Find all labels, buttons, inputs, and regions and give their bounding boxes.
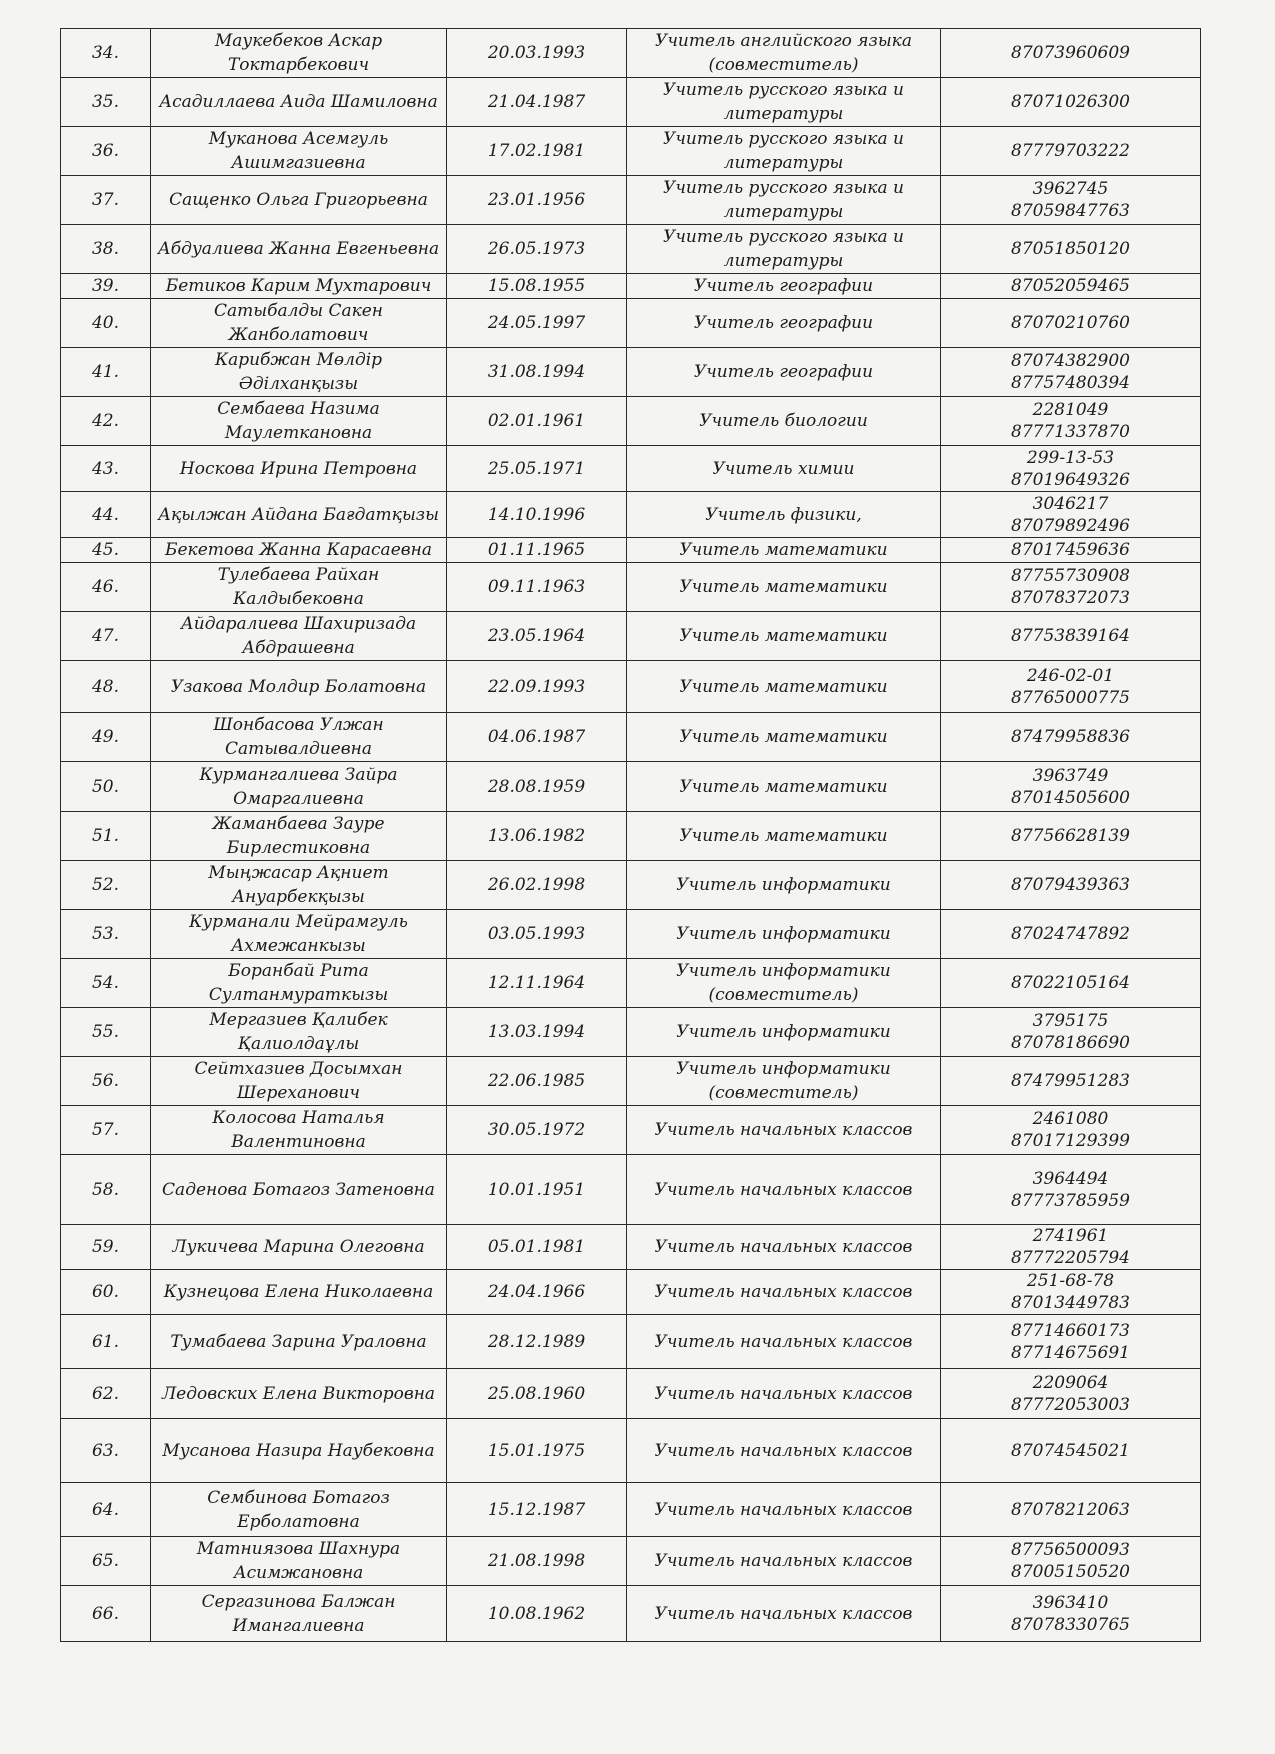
- table-row: [61, 1419, 1201, 1483]
- phone-number: 87078330765: [1011, 1614, 1130, 1635]
- row-number: 61.: [61, 1315, 151, 1369]
- teacher-name: Ледовских Елена Викторовна: [151, 1369, 447, 1419]
- phone-number: 87078212063: [1011, 1499, 1130, 1520]
- table-row: [61, 127, 1201, 176]
- table-row: [61, 713, 1201, 762]
- teacher-name: Асадиллаева Аида Шамиловна: [151, 78, 447, 127]
- phone-cell: [941, 812, 1201, 861]
- row-number: 50.: [61, 762, 151, 812]
- phone-number: 87074545021: [1011, 1440, 1130, 1461]
- position: Учитель русского языка и литературы: [627, 225, 941, 274]
- table-row: [61, 1057, 1201, 1106]
- position: Учитель математики: [627, 538, 941, 563]
- phone-number: 87757480394: [1011, 373, 1130, 393]
- table-row: [61, 78, 1201, 127]
- row-number: 54.: [61, 959, 151, 1008]
- birth-date: 12.11.1964: [447, 959, 627, 1008]
- birth-date: 23.05.1964: [447, 612, 627, 661]
- phone-number: 87771337870: [1011, 422, 1130, 442]
- phone-number: 87756628139: [1011, 826, 1130, 846]
- phone-number: 87714660173: [1011, 1320, 1130, 1341]
- position: Учитель математики: [627, 563, 941, 612]
- birth-date: 09.11.1963: [447, 563, 627, 612]
- phone-cell: [941, 492, 1201, 538]
- position: Учитель математики: [627, 713, 941, 762]
- row-number: 47.: [61, 612, 151, 661]
- phone-number: 87014505600: [1011, 787, 1130, 808]
- table-row: [61, 538, 1201, 563]
- phone-number: 87078372073: [1011, 588, 1130, 608]
- table-row: [61, 225, 1201, 274]
- position: Учитель информатики: [627, 1008, 941, 1057]
- position: Учитель географии: [627, 299, 941, 348]
- position: Учитель русского языка и литературы: [627, 127, 941, 176]
- row-number: 58.: [61, 1155, 151, 1225]
- phone-number: 87078186690: [1011, 1033, 1130, 1053]
- phone-number: 2209064: [1032, 1372, 1109, 1393]
- teacher-name: Курманали Мейрамгуль Ахмежанкызы: [151, 910, 447, 959]
- birth-date: 28.12.1989: [447, 1315, 627, 1369]
- position: Учитель математики: [627, 812, 941, 861]
- phone-number: 87779703222: [1011, 141, 1130, 161]
- table-row: [61, 1483, 1201, 1537]
- phone-cell: [941, 78, 1201, 127]
- position: Учитель начальных классов: [627, 1155, 941, 1225]
- table-row: [61, 1315, 1201, 1369]
- table-row: [61, 1369, 1201, 1419]
- birth-date: 15.12.1987: [447, 1483, 627, 1537]
- row-number: 37.: [61, 176, 151, 225]
- birth-date: 13.06.1982: [447, 812, 627, 861]
- table-row: [61, 910, 1201, 959]
- phone-cell: [941, 1270, 1201, 1315]
- row-number: 44.: [61, 492, 151, 538]
- teacher-name: Узакова Молдир Болатовна: [151, 661, 447, 713]
- phone-number: 299-13-53: [1026, 447, 1115, 468]
- phone-cell: [941, 1106, 1201, 1155]
- phone-number: 87079892496: [1011, 515, 1130, 536]
- position: Учитель математики: [627, 612, 941, 661]
- position: Учитель химии: [627, 446, 941, 492]
- birth-date: 26.02.1998: [447, 861, 627, 910]
- phone-cell: [941, 29, 1201, 78]
- position: Учитель начальных классов: [627, 1483, 941, 1537]
- row-number: 34.: [61, 29, 151, 78]
- staff-table: [60, 28, 1201, 1642]
- phone-number: 87756500093: [1011, 1540, 1130, 1560]
- row-number: 49.: [61, 713, 151, 762]
- teacher-name: Саденова Ботагоз Затеновна: [151, 1155, 447, 1225]
- table-row: [61, 29, 1201, 78]
- table-row: [61, 299, 1201, 348]
- phone-number: 87022105164: [1011, 973, 1130, 993]
- row-number: 55.: [61, 1008, 151, 1057]
- row-number: 62.: [61, 1369, 151, 1419]
- phone-cell: [941, 1369, 1201, 1419]
- position: Учитель информатики (совместитель): [627, 1057, 941, 1106]
- birth-date: 30.05.1972: [447, 1106, 627, 1155]
- position: Учитель русского языка и литературы: [627, 176, 941, 225]
- birth-date: 24.05.1997: [447, 299, 627, 348]
- birth-date: 17.02.1981: [447, 127, 627, 176]
- position: Учитель географии: [627, 348, 941, 397]
- table-row: [61, 274, 1201, 299]
- position: Учитель начальных классов: [627, 1106, 941, 1155]
- phone-number: 87772205794: [1011, 1248, 1130, 1268]
- table-row: [61, 812, 1201, 861]
- table-row: [61, 762, 1201, 812]
- table-row: [61, 1225, 1201, 1270]
- phone-number: 87017459636: [1011, 540, 1130, 560]
- phone-number: 2461080: [1032, 1109, 1109, 1129]
- row-number: 56.: [61, 1057, 151, 1106]
- phone-cell: [941, 397, 1201, 446]
- position: Учитель начальных классов: [627, 1419, 941, 1483]
- table-row: [61, 397, 1201, 446]
- table-row: [61, 959, 1201, 1008]
- position: Учитель начальных классов: [627, 1369, 941, 1419]
- birth-date: 26.05.1973: [447, 225, 627, 274]
- row-number: 63.: [61, 1419, 151, 1483]
- position: Учитель английского языка (совместитель): [627, 29, 941, 78]
- phone-number: 2741961: [1032, 1226, 1109, 1246]
- row-number: 65.: [61, 1537, 151, 1586]
- teacher-name: Курмангалиева Зайра Омаргалиевна: [151, 762, 447, 812]
- table-row: [61, 861, 1201, 910]
- table-row: [61, 348, 1201, 397]
- table-row: [61, 1008, 1201, 1057]
- phone-number: 87017129399: [1011, 1131, 1130, 1151]
- phone-cell: [941, 959, 1201, 1008]
- birth-date: 21.04.1987: [447, 78, 627, 127]
- teacher-name: Сащенко Ольга Григорьевна: [151, 176, 447, 225]
- phone-cell: [941, 1155, 1201, 1225]
- birth-date: 22.09.1993: [447, 661, 627, 713]
- teacher-name: Мергазиев Қалибек Қалиолдаұлы: [151, 1008, 447, 1057]
- row-number: 45.: [61, 538, 151, 563]
- phone-cell: [941, 1225, 1201, 1270]
- phone-cell: [941, 299, 1201, 348]
- phone-number: 87765000775: [1011, 687, 1130, 708]
- row-number: 59.: [61, 1225, 151, 1270]
- birth-date: 14.10.1996: [447, 492, 627, 538]
- teacher-name: Сейтхазиев Досымхан Шереханович: [151, 1057, 447, 1106]
- table-row: [61, 446, 1201, 492]
- phone-cell: [941, 910, 1201, 959]
- row-number: 43.: [61, 446, 151, 492]
- teacher-name: Тулебаева Райхан Калдыбековна: [151, 563, 447, 612]
- teacher-name: Шонбасова Улжан Сатывалдиевна: [151, 713, 447, 762]
- table-row: [61, 1270, 1201, 1315]
- phone-number: 87013449783: [1011, 1293, 1130, 1313]
- table-row: [61, 1586, 1201, 1642]
- row-number: 53.: [61, 910, 151, 959]
- position: Учитель информатики: [627, 910, 941, 959]
- row-number: 52.: [61, 861, 151, 910]
- position: Учитель начальных классов: [627, 1537, 941, 1586]
- birth-date: 21.08.1998: [447, 1537, 627, 1586]
- birth-date: 25.08.1960: [447, 1369, 627, 1419]
- phone-number: 87051850120: [1011, 239, 1130, 259]
- phone-cell: [941, 274, 1201, 299]
- phone-cell: [941, 127, 1201, 176]
- row-number: 35.: [61, 78, 151, 127]
- table-row: [61, 612, 1201, 661]
- phone-number: 87070210760: [1011, 313, 1130, 333]
- position: Учитель физики,: [627, 492, 941, 538]
- teacher-name: Сергазинова Балжан Имангалиевна: [151, 1586, 447, 1642]
- phone-number: 87005150520: [1011, 1562, 1130, 1582]
- teacher-name: Боранбай Рита Султанмураткызы: [151, 959, 447, 1008]
- teacher-name: Муканова Асемгуль Ашимгазиевна: [151, 127, 447, 176]
- table-row: [61, 1537, 1201, 1586]
- phone-number: 87052059465: [1011, 276, 1130, 296]
- phone-cell: [941, 661, 1201, 713]
- birth-date: 20.03.1993: [447, 29, 627, 78]
- phone-number: 87772053003: [1011, 1394, 1130, 1415]
- teacher-name: Ақылжан Айдана Бағдатқызы: [151, 492, 447, 538]
- phone-number: 87074382900: [1011, 351, 1130, 371]
- row-number: 64.: [61, 1483, 151, 1537]
- teacher-name: Лукичева Марина Олеговна: [151, 1225, 447, 1270]
- birth-date: 02.01.1961: [447, 397, 627, 446]
- table-row: [61, 1155, 1201, 1225]
- phone-cell: [941, 1057, 1201, 1106]
- phone-cell: [941, 446, 1201, 492]
- phone-cell: [941, 612, 1201, 661]
- row-number: 46.: [61, 563, 151, 612]
- phone-cell: [941, 225, 1201, 274]
- phone-number: 87019649326: [1011, 469, 1130, 490]
- phone-number: 87024747892: [1011, 924, 1130, 944]
- phone-number: 3962745: [1032, 179, 1109, 199]
- phone-number: 87071026300: [1011, 92, 1130, 112]
- phone-number: 3963749: [1032, 765, 1109, 786]
- staff-table-body: [61, 29, 1201, 1642]
- row-number: 42.: [61, 397, 151, 446]
- phone-cell: [941, 176, 1201, 225]
- teacher-name: Абдуалиева Жанна Евгеньевна: [151, 225, 447, 274]
- teacher-name: Мыңжасар Ақниет Ануарбекқызы: [151, 861, 447, 910]
- phone-number: 87479958836: [1011, 727, 1130, 747]
- teacher-name: Сембинова Ботагоз Ерболатовна: [151, 1483, 447, 1537]
- phone-cell: [941, 1483, 1201, 1537]
- birth-date: 22.06.1985: [447, 1057, 627, 1106]
- phone-number: 2281049: [1032, 400, 1109, 420]
- phone-cell: [941, 538, 1201, 563]
- row-number: 51.: [61, 812, 151, 861]
- position: Учитель начальных классов: [627, 1270, 941, 1315]
- phone-cell: [941, 563, 1201, 612]
- teacher-name: Кузнецова Елена Николаевна: [151, 1270, 447, 1315]
- birth-date: 28.08.1959: [447, 762, 627, 812]
- row-number: 57.: [61, 1106, 151, 1155]
- phone-number: 3046217: [1032, 493, 1109, 514]
- phone-number: 87059847763: [1011, 201, 1130, 221]
- table-row: [61, 563, 1201, 612]
- birth-date: 03.05.1993: [447, 910, 627, 959]
- row-number: 41.: [61, 348, 151, 397]
- row-number: 36.: [61, 127, 151, 176]
- phone-cell: [941, 1537, 1201, 1586]
- row-number: 66.: [61, 1586, 151, 1642]
- row-number: 60.: [61, 1270, 151, 1315]
- position: Учитель информатики: [627, 861, 941, 910]
- phone-number: 251-68-78: [1026, 1271, 1115, 1291]
- phone-number: 3795175: [1032, 1011, 1109, 1031]
- phone-cell: [941, 762, 1201, 812]
- teacher-name: Бетиков Карим Мухтарович: [151, 274, 447, 299]
- table-row: [61, 176, 1201, 225]
- position: Учитель русского языка и литературы: [627, 78, 941, 127]
- teacher-name: Тумабаева Зарина Ураловна: [151, 1315, 447, 1369]
- phone-number: 3963410: [1032, 1592, 1109, 1613]
- teacher-name: Бекетова Жанна Карасаевна: [151, 538, 447, 563]
- phone-number: 87714675691: [1011, 1342, 1130, 1363]
- teacher-name: Карибжан Мөлдір Әділханқызы: [151, 348, 447, 397]
- birth-date: 01.11.1965: [447, 538, 627, 563]
- phone-cell: [941, 1419, 1201, 1483]
- teacher-name: Сатыбалды Сакен Жанболатович: [151, 299, 447, 348]
- table-row: [61, 1106, 1201, 1155]
- row-number: 48.: [61, 661, 151, 713]
- teacher-name: Сембаева Назима Маулеткановна: [151, 397, 447, 446]
- phone-cell: [941, 1008, 1201, 1057]
- position: Учитель начальных классов: [627, 1225, 941, 1270]
- phone-number: 87753839164: [1011, 626, 1130, 646]
- row-number: 38.: [61, 225, 151, 274]
- birth-date: 15.08.1955: [447, 274, 627, 299]
- phone-cell: [941, 1586, 1201, 1642]
- position: Учитель математики: [627, 661, 941, 713]
- position: Учитель начальных классов: [627, 1315, 941, 1369]
- birth-date: 15.01.1975: [447, 1419, 627, 1483]
- phone-number: 87479951283: [1011, 1071, 1130, 1091]
- teacher-name: Носкова Ирина Петровна: [151, 446, 447, 492]
- phone-number: 87073960609: [1011, 43, 1130, 63]
- phone-number: 3964494: [1032, 1168, 1109, 1189]
- phone-number: 246-02-01: [1026, 665, 1115, 686]
- row-number: 40.: [61, 299, 151, 348]
- teacher-name: Жаманбаева Зауре Бирлестиковна: [151, 812, 447, 861]
- teacher-name: Мусанова Назира Наубековна: [151, 1419, 447, 1483]
- phone-number: 87773785959: [1011, 1190, 1130, 1211]
- phone-cell: [941, 348, 1201, 397]
- position: Учитель географии: [627, 274, 941, 299]
- position: Учитель математики: [627, 762, 941, 812]
- phone-number: 87755730908: [1011, 566, 1130, 586]
- birth-date: 23.01.1956: [447, 176, 627, 225]
- phone-cell: [941, 1315, 1201, 1369]
- birth-date: 04.06.1987: [447, 713, 627, 762]
- position: Учитель информатики (совместитель): [627, 959, 941, 1008]
- position: Учитель биологии: [627, 397, 941, 446]
- birth-date: 10.08.1962: [447, 1586, 627, 1642]
- teacher-name: Матниязова Шахнура Асимжановна: [151, 1537, 447, 1586]
- position: Учитель начальных классов: [627, 1586, 941, 1642]
- teacher-name: Маукебеков Аскар Токтарбекович: [151, 29, 447, 78]
- teacher-name: Колосова Наталья Валентиновна: [151, 1106, 447, 1155]
- phone-number: 87079439363: [1011, 875, 1130, 895]
- birth-date: 05.01.1981: [447, 1225, 627, 1270]
- row-number: 39.: [61, 274, 151, 299]
- birth-date: 10.01.1951: [447, 1155, 627, 1225]
- table-row: [61, 492, 1201, 538]
- birth-date: 25.05.1971: [447, 446, 627, 492]
- teacher-name: Айдаралиева Шахиризада Абдрашевна: [151, 612, 447, 661]
- birth-date: 13.03.1994: [447, 1008, 627, 1057]
- phone-cell: [941, 861, 1201, 910]
- birth-date: 24.04.1966: [447, 1270, 627, 1315]
- phone-cell: [941, 713, 1201, 762]
- table-row: [61, 661, 1201, 713]
- birth-date: 31.08.1994: [447, 348, 627, 397]
